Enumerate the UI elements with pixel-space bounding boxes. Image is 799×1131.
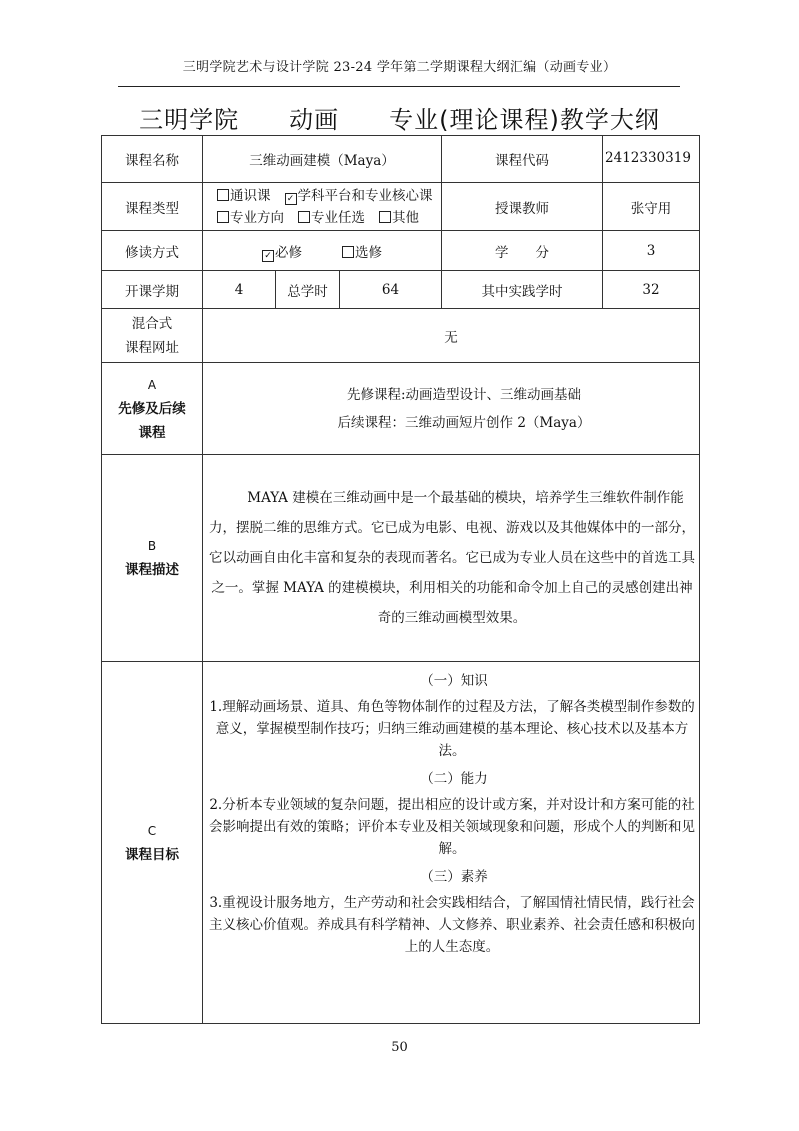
course-objectives (203, 662, 700, 1024)
teacher-value: 张守用 (603, 183, 700, 231)
study-mode-options (203, 231, 442, 271)
row-course-type (102, 183, 700, 231)
course-name-value: 三维动画建模（Maya） (203, 136, 442, 183)
page-number: 50 (391, 1040, 408, 1055)
total-hours-value: 64 (340, 271, 442, 309)
objective-heading-ability: （二）能力 (420, 771, 488, 787)
option-optional[interactable]: 选修 (342, 245, 382, 261)
running-header: 三明学院艺术与设计学院 23-24 学年第二学期课程大纲汇编（动画专业） (182, 60, 617, 75)
option-required[interactable]: ✓ 必修 (262, 245, 302, 261)
objective-ability-text: 2.分析本专业领域的复杂问题，提出相应的设计或方案，并对设计和方案可能的社会影响提出有效的策略；评价本专业及相关领域现象和问题，形成个人的判断和见解。 (209, 797, 695, 857)
title-suffix: 专业(理论课程)教学大纲 (389, 106, 660, 134)
title-prefix: 三明学院 (139, 106, 240, 134)
checkbox-icon[interactable] (217, 211, 229, 223)
semester-label: 开课学期 (102, 271, 203, 309)
practice-hours-value: 32 (603, 271, 700, 309)
option-other[interactable]: 其他 (379, 210, 419, 226)
option-elective[interactable]: 专业任选 (298, 210, 365, 226)
blended-label-line1: 混合式 (131, 315, 173, 332)
syllabus-table (101, 135, 700, 1024)
course-type-label: 课程类型 (102, 183, 203, 231)
checkbox-icon[interactable] (217, 189, 229, 201)
row-course-name (102, 136, 700, 183)
section-a-title-line2: 课程 (138, 424, 166, 441)
section-a-letter: A (147, 377, 157, 392)
checkbox-icon[interactable] (298, 211, 310, 223)
practice-hours-label: 其中实践学时 (442, 271, 603, 309)
section-c-letter: C (147, 823, 157, 838)
section-a-label (102, 363, 203, 455)
row-section-b (102, 455, 700, 662)
blended-label (102, 309, 203, 363)
row-blended (102, 309, 700, 363)
row-section-a (102, 363, 700, 455)
objective-quality-text: 3.重视设计服务地方，生产劳动和社会实践相结合，了解国情社情民情，践行社会主义核心价值观。养成具有科学精神、人文修养、职业素养、社会责任感和积极向上的人生态度。 (209, 895, 695, 955)
objective-knowledge-text: 1.理解动画场景、道具、角色等物体制作的过程及方法，了解各类模型制作参数的意义，掌握模型制作技巧；归纳三维动画建模的基本理论、核心技术以及基本方法。 (209, 699, 695, 759)
total-hours-label: 总学时 (276, 271, 340, 309)
study-mode-label: 修读方式 (102, 231, 203, 271)
page-title (0, 100, 799, 136)
section-b-letter: B (147, 539, 157, 553)
checkbox-icon[interactable] (379, 211, 391, 223)
checkbox-checked-icon[interactable]: ✓ (262, 250, 274, 262)
checkbox-icon[interactable] (342, 246, 354, 258)
course-description: MAYA 建模在三维动画中是一个最基础的模块，培养学生三维软件制作能力，摆脱二维的思维方式。它已成为电影、电视、游戏以及其他媒体中的一部分，它以动画自由化丰富和复杂的表现而著名。它已成为专业人员在这些中的首选工具之一。掌握 MAYA 的建模模块，利用相关的功能和命令加上自己的灵感创建出神奇的三维动画模型效果。 (203, 455, 700, 662)
section-b-label (102, 455, 203, 662)
blended-value: 无 (203, 309, 700, 363)
title-major: 动画 (239, 100, 389, 136)
row-study-mode (102, 231, 700, 271)
course-name-label: 课程名称 (102, 136, 203, 183)
section-c-label (102, 662, 203, 1024)
credit-value: 3 (603, 231, 700, 271)
semester-value: 4 (203, 271, 276, 309)
option-general[interactable]: 通识课 (217, 188, 271, 204)
course-code-value: 2412330319 (603, 136, 700, 183)
section-c-title: 课程目标 (125, 846, 179, 863)
section-a-title-line1: 先修及后续 (118, 400, 186, 417)
course-type-options (203, 183, 442, 231)
blended-label-line2: 课程网址 (125, 339, 179, 356)
header-rule (118, 86, 680, 87)
section-b-title: 课程描述 (125, 562, 179, 578)
objective-heading-quality: （三）素养 (420, 869, 488, 885)
course-code-label: 课程代码 (442, 136, 603, 183)
row-semester (102, 271, 700, 309)
section-a-content (203, 363, 700, 455)
option-core[interactable]: ✓ 学科平台和专业核心课 (285, 188, 433, 204)
teacher-label: 授课教师 (442, 183, 603, 231)
prerequisite-courses: 先修课程:动画造型设计、三维动画基础 (346, 386, 582, 403)
objective-heading-knowledge: （一）知识 (420, 673, 488, 689)
follow-up-courses: 后续课程：三维动画短片创作 2（Maya） (337, 414, 591, 431)
credit-label: 学 分 (442, 231, 603, 271)
row-section-c (102, 662, 700, 1024)
checkbox-checked-icon[interactable]: ✓ (285, 193, 297, 205)
option-direction[interactable]: 专业方向 (217, 210, 284, 226)
